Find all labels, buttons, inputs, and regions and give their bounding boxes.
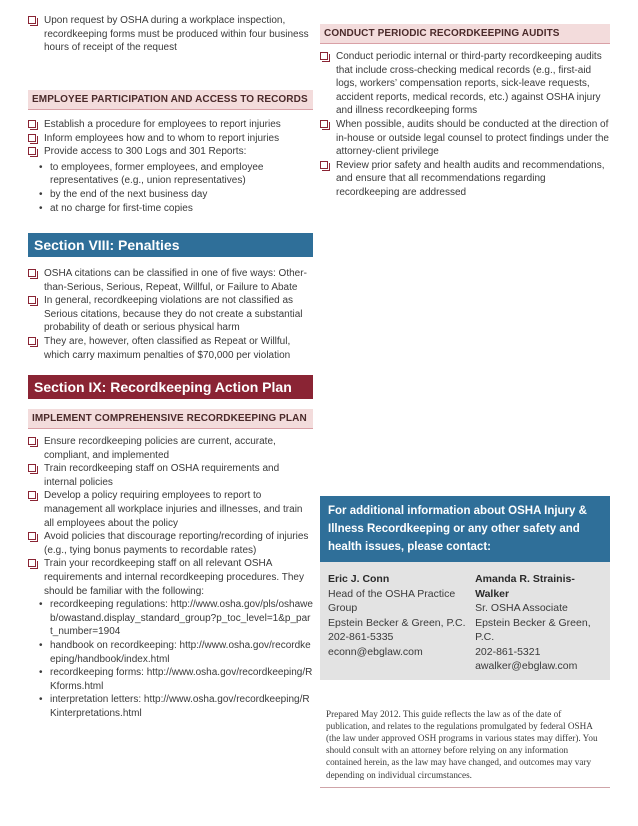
link-item[interactable]: • handbook on recordkeeping: http://www.osha.gov/recordkeeping/handbook/index.html <box>28 639 313 666</box>
checklist-item: When possible, audits should be conducted at the direction of in-house or outside legal counsel to protect findings under the attorney-client privilege <box>320 118 610 159</box>
checkbox-icon <box>28 296 36 304</box>
contact-firm: Epstein Becker & Green, P.C. <box>328 616 466 629</box>
participation-heading: EMPLOYEE PARTICIPATION AND ACCESS TO RECORDS <box>28 90 313 110</box>
link-item[interactable]: • interpretation letters: http://www.osha.gov/recordkeeping/RKinterpretations.html <box>28 693 313 720</box>
contact-email[interactable]: econn@ebglaw.com <box>328 645 423 658</box>
checkbox-icon <box>28 532 36 540</box>
checkbox-icon <box>320 52 328 60</box>
checkbox-icon <box>28 337 36 345</box>
disclaimer-note: Prepared May 2012. This guide reflects the law as of the date of publication, and relates to the regulations promulgated by federal OSHA (the law under approved OSH programs in various states may differ). You should consult with an attorney before relying on any information contained herein, as the law may have changed, and outcomes may vary depending on individual circumstances. <box>320 702 610 788</box>
checklist-item: In general, recordkeeping violations are not classified as Serious citations, because they do not create a substantial probability of death or serious physical harm <box>28 294 313 335</box>
checkbox-icon <box>28 269 36 277</box>
checkbox-icon <box>28 16 36 24</box>
checklist-item: Develop a policy requiring employees to report to management all workplace injuries and illnesses, and train all employees about the policy <box>28 489 313 530</box>
checklist-item: Inform employees how and to whom to report injuries <box>28 132 313 146</box>
contact-title: Sr. OSHA Associate <box>475 602 568 614</box>
contact-name: Amanda R. Strainis-Walker <box>475 573 575 600</box>
bullet-item: • by the end of the next business day <box>28 188 313 202</box>
checklist-item: Conduct periodic internal or third-party recordkeeping audits that include cross-checking medical records (e.g., first-aid logs, workers’ compensation reports, sick-leave requests, accident reports, medical records, etc.) against OSHA injury and illness recordkeeping forms <box>320 50 610 118</box>
checklist-item: Review prior safety and health audits and recommendations, and ensure that all recommendations regarding recordkeeping are addressed <box>320 159 610 200</box>
contact-phone: 202-861-5321 <box>475 645 541 658</box>
contact-person-2 <box>475 572 602 674</box>
checklist-item: Train your recordkeeping staff on all relevant OSHA requirements and internal recordkeeping procedures. They should be familiar with the following: <box>28 557 313 598</box>
section-ix-title: Section IX: Recordkeeping Action Plan <box>28 375 313 399</box>
checklist-item: Upon request by OSHA during a workplace inspection, recordkeeping forms must be produced within four business hours of receipt of the request <box>28 14 313 55</box>
action-plan-heading: IMPLEMENT COMPREHENSIVE RECORDKEEPING PLAN <box>28 409 313 429</box>
checklist-item: OSHA citations can be classified in one of five ways: Other-than-Serious, Serious, Repeat, Willful, or Failure to Abate <box>28 267 313 294</box>
checkbox-icon <box>320 120 328 128</box>
contact-phone: 202-861-5335 <box>328 631 394 643</box>
checkbox-icon <box>28 559 36 567</box>
contact-title: Head of the OSHA Practice Group <box>328 587 456 614</box>
checkbox-icon <box>28 437 36 445</box>
checklist-item: Ensure recordkeeping policies are current, accurate, compliant, and implemented <box>28 435 313 462</box>
contact-email[interactable]: awalker@ebglaw.com <box>475 660 578 672</box>
checkbox-icon <box>28 134 36 142</box>
checklist-item: Avoid policies that discourage reporting/recording of injuries (e.g., tying bonus payments to recordable rates) <box>28 530 313 557</box>
checklist-item: Provide access to 300 Logs and 301 Reports: <box>28 145 313 159</box>
contact-box <box>320 496 610 788</box>
contact-header: For additional information about OSHA Injury & Illness Recordkeeping or any other safety and health issues, please contact: <box>320 496 610 562</box>
checkbox-icon <box>28 464 36 472</box>
contact-person-1 <box>328 572 475 674</box>
checklist-item: Establish a procedure for employees to report injuries <box>28 118 313 132</box>
checklist-item: Train recordkeeping staff on OSHA requirements and internal policies <box>28 462 313 489</box>
audits-heading: CONDUCT PERIODIC RECORDKEEPING AUDITS <box>320 24 610 44</box>
section-viii-title: Section VIII: Penalties <box>28 233 313 257</box>
link-item[interactable]: • recordkeeping forms: http://www.osha.gov/recordkeeping/RKforms.html <box>28 666 313 693</box>
bullet-item: • to employees, former employees, and employee representatives (e.g., union representatives) <box>28 161 313 188</box>
bullet-item: • at no charge for first-time copies <box>28 202 313 216</box>
contact-firm: Epstein Becker & Green, P.C. <box>475 616 591 643</box>
checkbox-icon <box>28 120 36 128</box>
contact-name: Eric J. Conn <box>328 573 390 585</box>
checklist-item: They are, however, often classified as Repeat or Willful, which carry maximum penalties of $70,000 per violation <box>28 335 313 362</box>
checkbox-icon <box>320 161 328 169</box>
contact-details <box>320 562 610 680</box>
checkbox-icon <box>28 491 36 499</box>
link-item[interactable]: • recordkeeping regulations: http://www.osha.gov/pls/oshaweb/owastand.display_standard_group?p_toc_level=1&p_part_number=1904 <box>28 598 313 639</box>
checkbox-icon <box>28 147 36 155</box>
